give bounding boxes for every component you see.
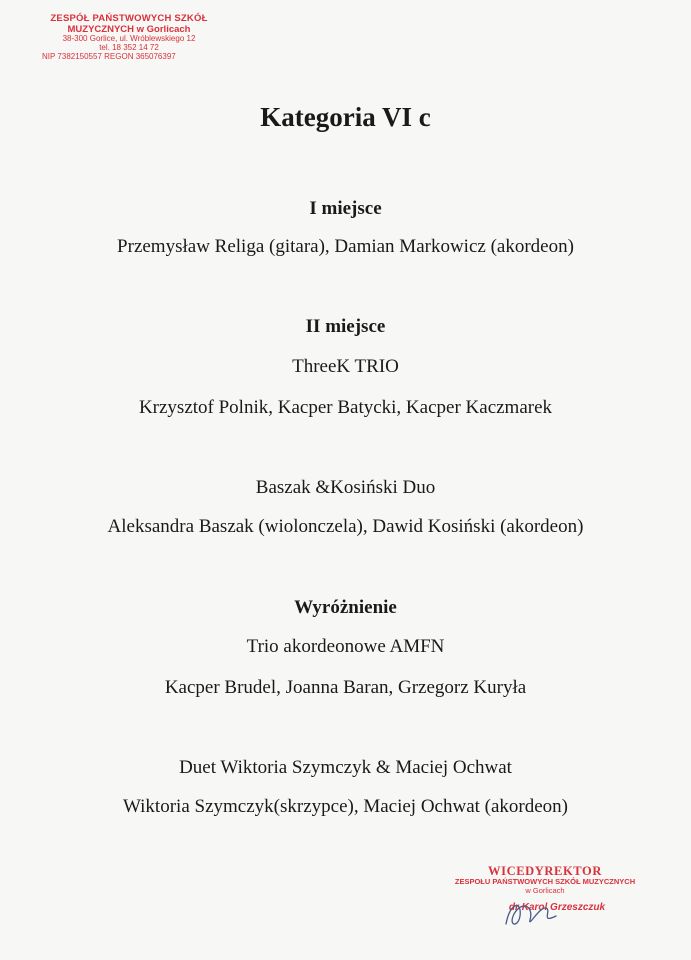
stamp-address: 38-300 Gorlice, ul. Wróblewskiego 12 [62, 34, 196, 44]
stamp-line: ZESPÓŁ PAŃSTWOWYCH SZKÓŁ [50, 13, 208, 24]
handwritten-signature [500, 896, 560, 932]
ensemble-name: Baszak &Kosiński Duo [255, 477, 436, 498]
result-line: Wiktoria Szymczyk(skrzypce), Maciej Ochwat (akordeon) [122, 796, 569, 817]
signature-name: dr Karol Grzeszczuk [508, 901, 606, 913]
signature-town: w Gorlicach [525, 886, 565, 895]
section-heading-distinction: Wyróżnienie [294, 597, 397, 618]
ensemble-name: ThreeK TRIO [292, 356, 399, 377]
ensemble-name: Duet Wiktoria Szymczyk & Maciej Ochwat [179, 757, 512, 778]
result-line: Przemysław Religa (gitara), Damian Markowicz (akordeon) [117, 236, 574, 257]
result-line: Krzysztof Polnik, Kacper Batycki, Kacper Kaczmarek [138, 397, 553, 418]
signature-role: WICEDYREKTOR [488, 864, 602, 878]
stamp-line: MUZYCZNYCH w Gorlicach [67, 23, 191, 35]
section-heading-first-place: I miejsce [309, 198, 382, 219]
stamp-phone: tel. 18 352 14 72 [99, 43, 159, 53]
ensemble-name: Trio akordeonowe AMFN [246, 636, 445, 657]
signature-org: ZESPOŁU PAŃSTWOWYCH SZKÓŁ MUZYCZNYCH [454, 877, 636, 887]
section-heading-second-place: II miejsce [305, 316, 386, 337]
result-line: Aleksandra Baszak (wiolonczela), Dawid Kosiński (akordeon) [107, 516, 584, 537]
result-line: Kacper Brudel, Joanna Baran, Grzegorz Kuryła [164, 677, 527, 698]
school-stamp [40, 14, 218, 62]
stamp-ids: NIP 7382150557 REGON 365076397 [42, 52, 176, 62]
page-title: Kategoria VI c [260, 102, 431, 132]
